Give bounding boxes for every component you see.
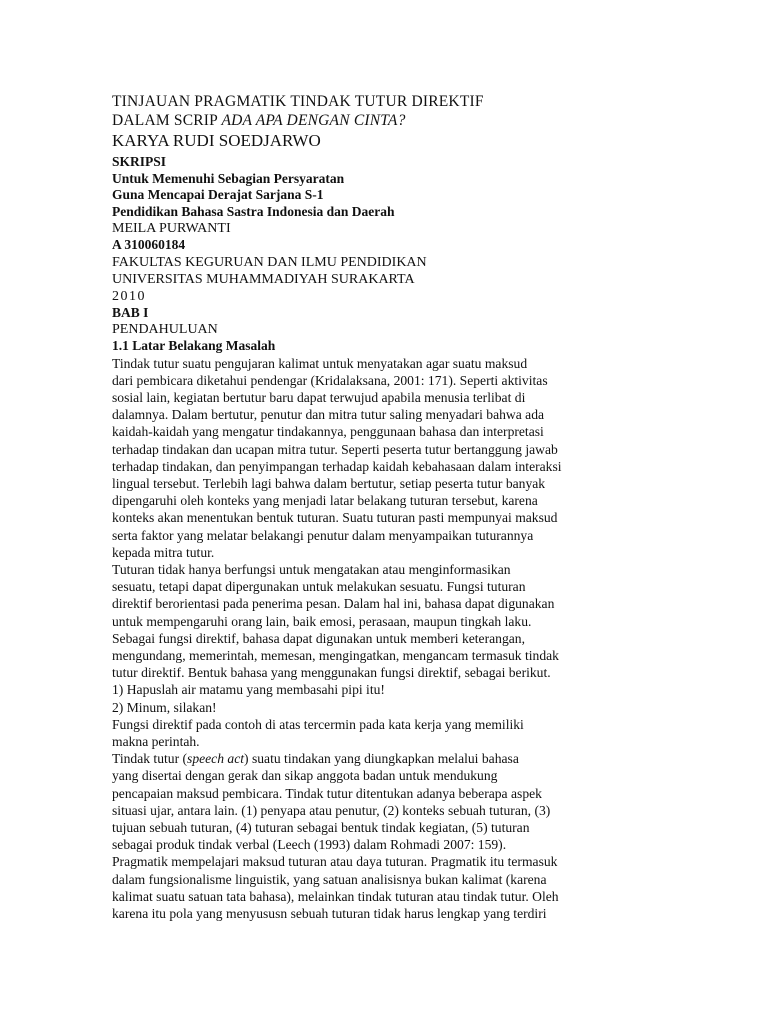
- body-line: karena itu pola yang menyususn sebuah tuturan tidak harus lengkap yang terdiri: [112, 906, 547, 921]
- section-heading: 1.1 Latar Belakang Masalah: [112, 338, 276, 353]
- title-line-2-italic: ADA APA DENGAN CINTA?: [221, 112, 406, 129]
- year: 2010: [112, 288, 146, 304]
- body-line: Sebagai fungsi direktif, bahasa dapat digunakan untuk memberi keterangan,: [112, 630, 525, 646]
- body-line: mengundang, memerintah, memesan, mengingatkan, mengancam termasuk tindak: [112, 647, 559, 663]
- speech-act-suffix: ) suatu tindakan yang diungkapkan melalui bahasa: [244, 751, 519, 767]
- body-line: tutur direktif. Bentuk bahasa yang menggunakan fungsi direktif, sebagai berikut.: [112, 665, 551, 681]
- document-page: [112, 92, 592, 922]
- body-line: [112, 750, 592, 767]
- title-line-2-prefix: DALAM SCRIP: [112, 112, 222, 129]
- chapter-title: PENDAHULUAN: [112, 322, 218, 337]
- speech-act-term: speech act: [187, 751, 245, 767]
- body-line: pencapaian maksud pembicara. Tindak tutur ditentukan adanya beberapa aspek: [112, 785, 542, 801]
- body-line: tujuan sebuah tuturan, (4) tuturan sebagai bentuk tindak kegiatan, (5) tuturan: [112, 819, 530, 835]
- example-2: 2) Minum, silakan!: [112, 699, 217, 715]
- body-line: terhadap tindakan dan ucapan mitra tutur. Seperti peserta tutur bertanggung jawab: [112, 441, 558, 457]
- body-line: dipengaruhi oleh konteks yang menjadi latar belakang tuturan tersebut, karena: [112, 493, 538, 509]
- purpose-line-2: Guna Mencapai Derajat Sarjana S-1: [112, 187, 324, 202]
- body-line: dalam fungsionalisme linguistik, yang satuan analisisnya bukan kalimat (karena: [112, 871, 547, 887]
- body-line: kepada mitra tutur.: [112, 544, 215, 560]
- body-line: kalimat suatu satuan tata bahasa), melainkan tindak tuturan atau tindak tutur. Oleh: [112, 888, 559, 904]
- paragraph-4: [112, 750, 592, 853]
- paragraph-5: [112, 853, 592, 922]
- paragraph-3: [112, 716, 592, 750]
- chapter-number: BAB I: [112, 304, 149, 320]
- body-line: yang disertai dengan gerak dan sikap anggota badan untuk mendukung: [112, 768, 498, 784]
- body-line: Pragmatik mempelajari maksud tuturan atau daya tuturan. Pragmatik itu termasuk: [112, 854, 558, 870]
- body-line: sosial lain, kegiatan bertutur baru dapat terwujud apabila menusia terlibat di: [112, 389, 526, 405]
- body-line: situasi ujar, antara lain. (1) penyapa atau penutur, (2) konteks sebuah tuturan, (3): [112, 802, 551, 818]
- body-line: untuk mempengaruhi orang lain, baik emosi, perasaan, maupun tingkah laku.: [112, 613, 532, 629]
- paragraph-1: [112, 355, 592, 561]
- title-line-1: TINJAUAN PRAGMATIK TINDAK TUTUR DIREKTIF: [112, 93, 484, 110]
- university-name: UNIVERSITAS MUHAMMADIYAH SURAKARTA: [112, 271, 415, 287]
- speech-act-prefix: Tindak tutur (: [112, 751, 188, 767]
- faculty-name: FAKULTAS KEGURUAN DAN ILMU PENDIDIKAN: [112, 254, 427, 270]
- body-line: Tindak tutur suatu pengujaran kalimat untuk menyatakan agar suatu maksud: [112, 355, 528, 371]
- body-line: serta faktor yang melatar belakangi penutur dalam menyampaikan tuturannya: [112, 527, 534, 543]
- body-line: Tuturan tidak hanya berfungsi untuk mengatakan atau menginformasikan: [112, 561, 511, 577]
- example-1: 1) Hapuslah air matamu yang membasahi pipi itu!: [112, 682, 385, 698]
- body-line: dalamnya. Dalam bertutur, penutur dan mitra tutur saling menyadari bahwa ada: [112, 407, 545, 423]
- body-line: direktif berorientasi pada penerima pesan. Dalam hal ini, bahasa dapat digunakan: [112, 596, 555, 612]
- body-line: sebagai produk tindak verbal (Leech (1993) dalam Rohmadi 2007: 159).: [112, 837, 507, 853]
- student-number: A 310060184: [112, 237, 186, 252]
- body-line: makna perintah.: [112, 733, 200, 749]
- author-name: MEILA PURWANTI: [112, 221, 231, 236]
- body-line: sesuatu, tetapi dapat dipergunakan untuk melakukan sesuatu. Fungsi tuturan: [112, 579, 526, 595]
- paragraph-2: [112, 561, 592, 681]
- title-line-3: KARYA RUDI SOEDJARWO: [112, 131, 321, 150]
- body-line: Fungsi direktif pada contoh di atas tercermin pada kata kerja yang memiliki: [112, 716, 524, 732]
- body-line: lingual tersebut. Terlebih lagi bahwa dalam bertutur, setiap peserta tutur banyak: [112, 475, 546, 491]
- body-line: dari pembicara diketahui pendengar (Kridalaksana, 2001: 171). Seperti aktivitas: [112, 372, 548, 388]
- program-name: Pendidikan Bahasa Sastra Indonesia dan Daerah: [112, 203, 395, 219]
- title-line-2: [112, 111, 592, 130]
- skripsi-label: SKRIPSI: [112, 154, 167, 169]
- purpose-line-1: Untuk Memenuhi Sebagian Persyaratan: [112, 170, 345, 186]
- body-line: konteks akan menentukan bentuk tuturan. Suatu tuturan pasti mempunyai maksud: [112, 510, 558, 526]
- body-line: kaidah-kaidah yang mengatur tindakannya, penggunaan bahasa dan interpretasi: [112, 424, 544, 440]
- body-line: terhadap tindakan, dan penyimpangan terhadap kaidah kebahasaan dalam interaksi: [112, 458, 562, 474]
